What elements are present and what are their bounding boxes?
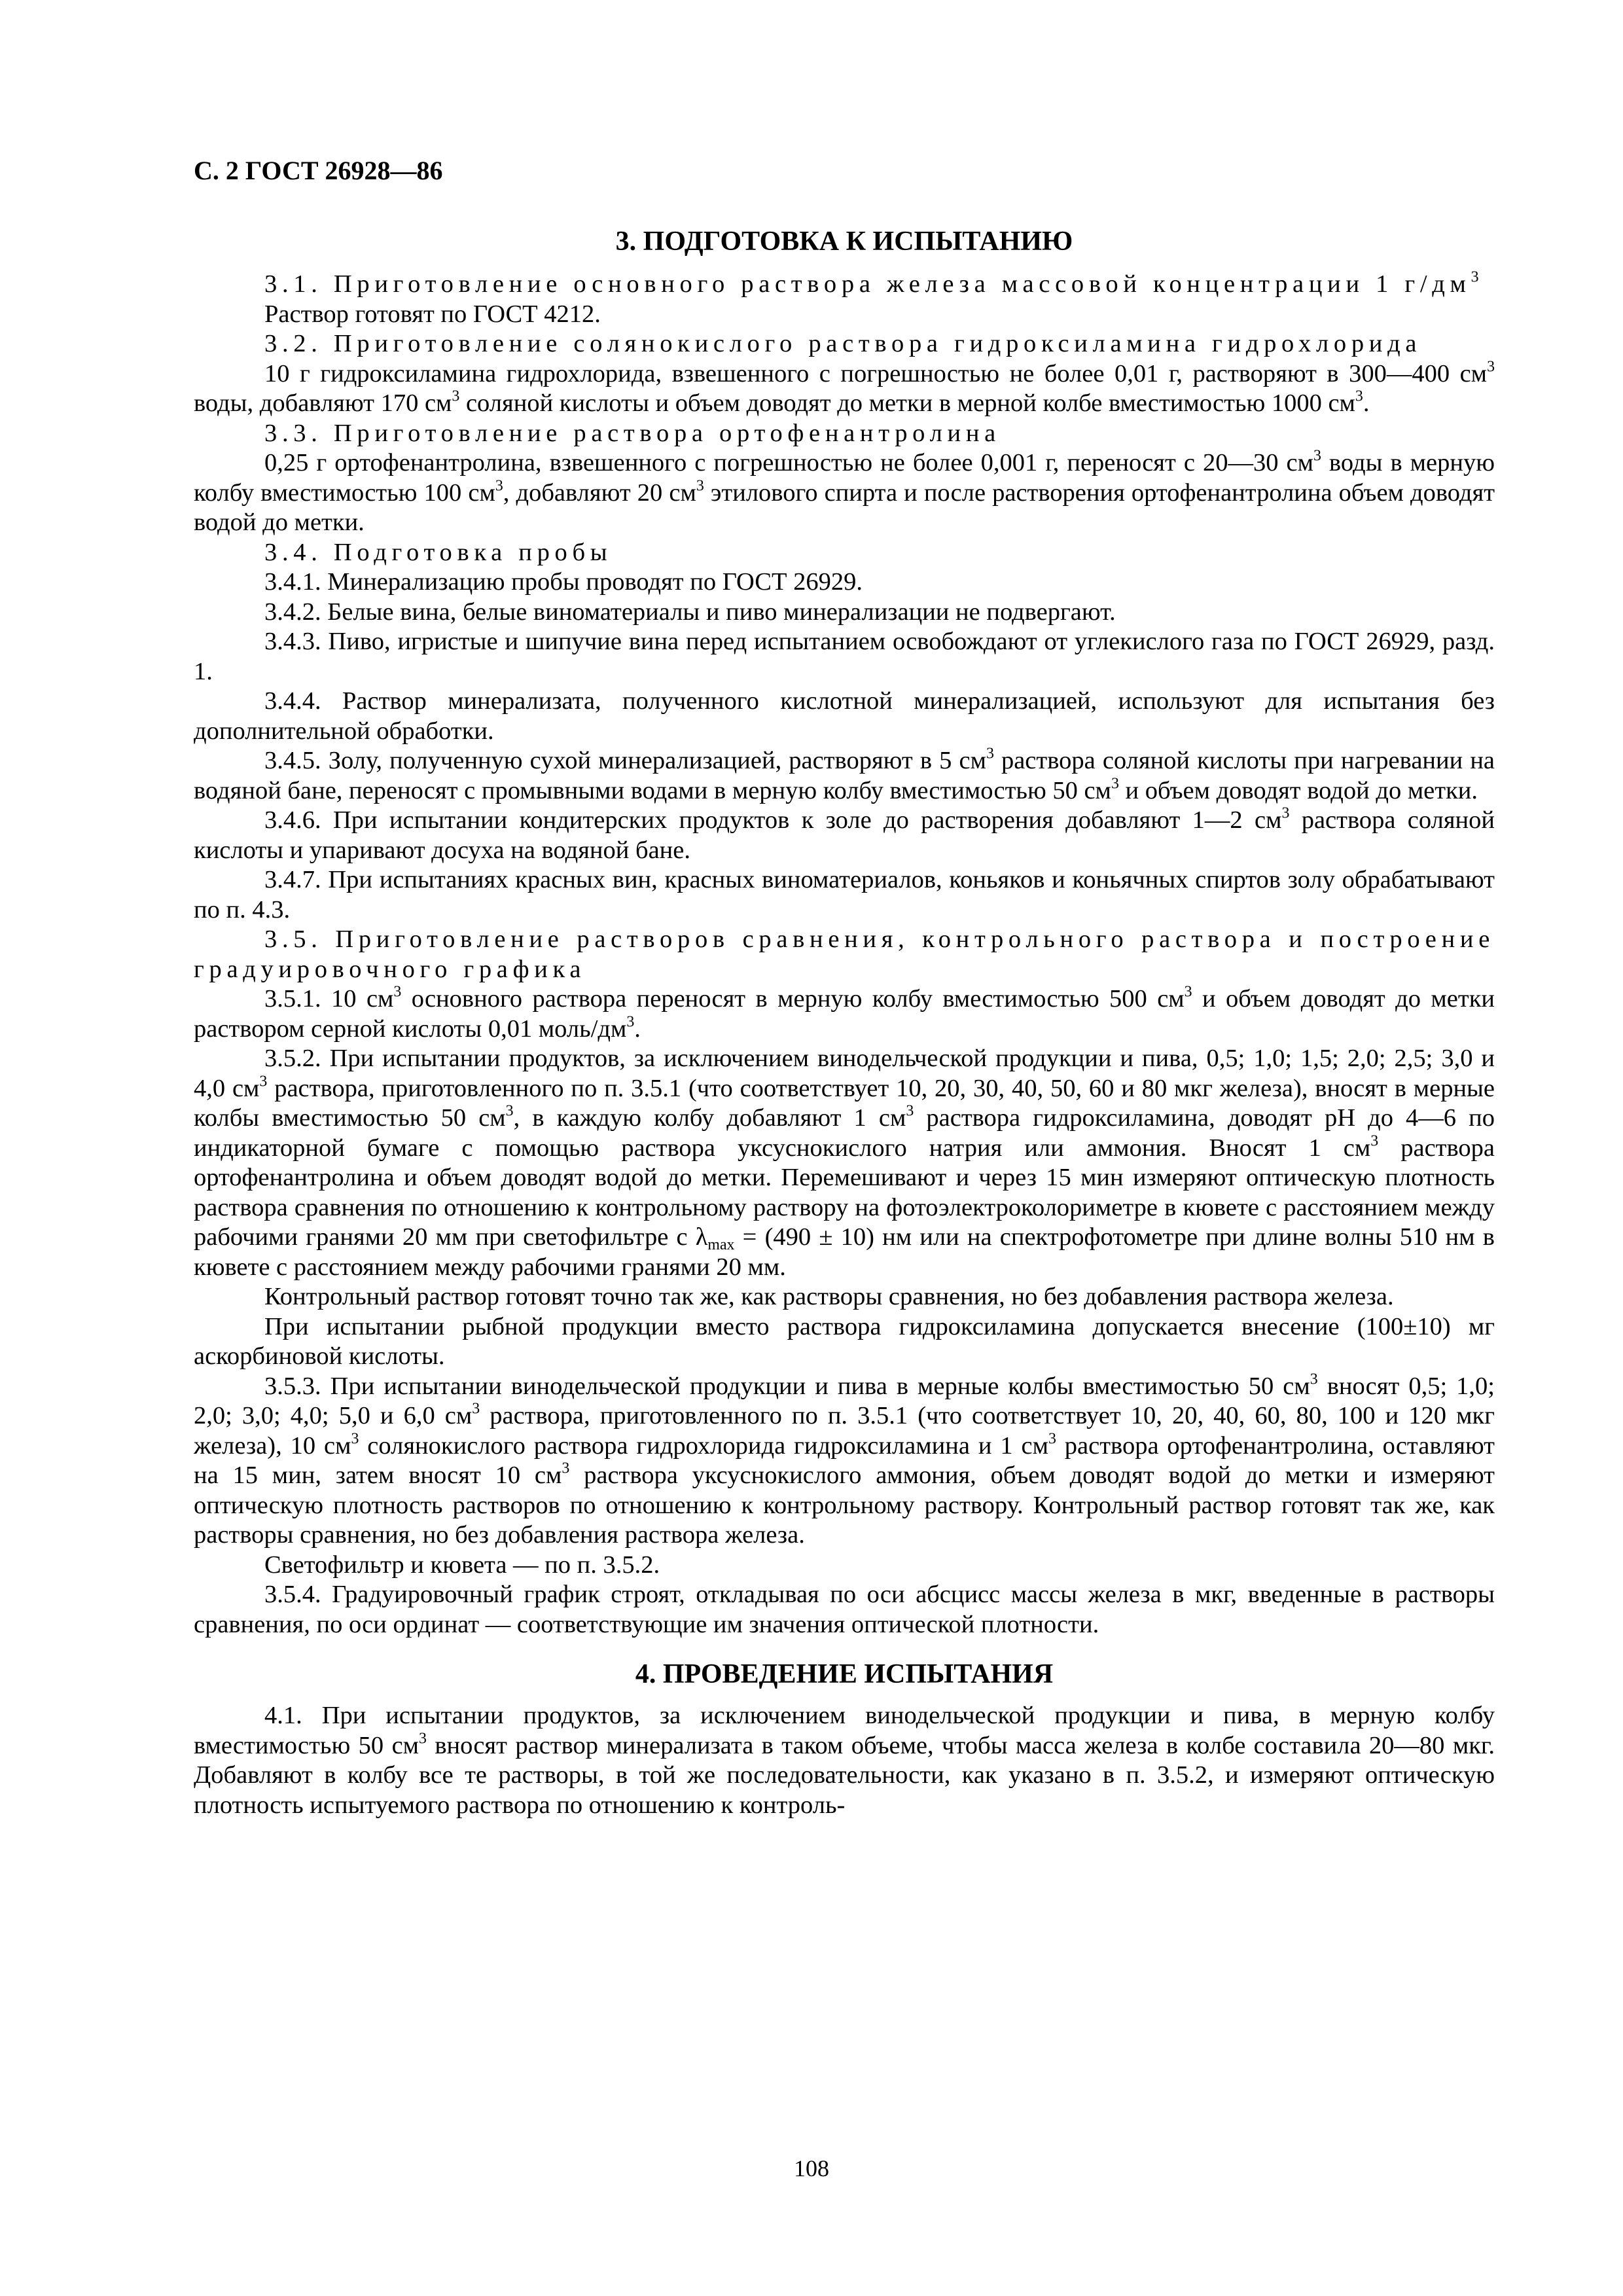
clause-3-5-3: 3.5.3. При испытании винодельческой продукции и пива в мерные колбы вместимостью 50 $см^3$ вносят 0,5; 1,0; 2,0; 3,0; 4,0; 5,0 и 6,0 $см^3$ раствора, приготовленного по п. 3.5.1 (что соответствует 10, 20, 40, 60, 80, 100 и 120 мкг железа), 10 $см^3$ солянокислого раствора гидрохлорида гидроксиламина и 1 $см^3$ раствора ортофенантролина, оставляют на 15 мин, затем вносят 10 $см^3$ раствора уксуснокислого аммония, объем доводят водой до метки и измеряют оптическую плотность растворов по отношению к контрольному раствору. Контрольный раствор готовят так же, как растворы сравнения, но без добавления раствора железа.: [194, 1371, 1495, 1549]
clause-3-4-4: 3.4.4. Раствор минерализата, полученного кислотной минерализацией, используют для испытания без дополнительной обработки.: [194, 687, 1495, 745]
section-3-title: 3. ПОДГОТОВКА К ИСПЫТАНИЮ: [615, 226, 1073, 257]
clause-3-5-2: 3.5.2. При испытании продуктов, за исключением винодельческой продукции и пива, 0,5; 1,0; 1,5; 2,0; 2,5; 3,0 и 4,0 $см^3$ раствора, приготовленного по п. 3.5.1 (что соответствует 10, 20, 30, 40, 50, 60 и 80 мкг железа), вносят в мерные колбы вместимостью 50 $см^3$, в каждую колбу добавляют 1 $см^3$ раствора гидроксиламина, доводят pH до 4—6 по индикаторной бумаге с помощью раствора уксуснокислого натрия или аммония. Вносят 1 $см^3$ раствора ортофенантролина и объем доводят водой до метки. Перемешивают и через 15 мин измеряют оптическую плотность раствора сравнения по отношению к контрольному раствору на фотоэлектроколориметре в кювете с расстоянием между рабочими гранями 20 мм при светофильтре с $\lambda_{max} = (490 \pm 10)$ нм или на спектрофотометре при длине волны 510 нм в кювете с расстоянием между рабочими гранями 20 мм.: [194, 1045, 1495, 1281]
clause-3-5-1: 3.5.1. 10 $см^3$ основного раствора переносят в мерную колбу вместимостью 500 $см^3$ и объем доводят до метки раствором серной кислоты 0,01 моль/$дм^3$.: [194, 983, 1495, 1043]
clause-3-5-heading: 3.5. Приготовление растворов сравнения, контрольного раствора и построение градуировочного графика: [194, 925, 1495, 983]
clause-3-4-5: 3.4.5. Золу, полученную сухой минерализацией, растворяют в 5 $см^3$ раствора соляной кислоты при нагревании на водяной бане, переносят с промывными водами в мерную колбу вместимостью 50 $см^3$ и объем доводят водой до метки.: [194, 745, 1495, 804]
page-number: 108: [794, 2155, 829, 2181]
clause-4-1: 4.1. При испытании продуктов, за исключением винодельческой продукции и пива, в мерную колбу вместимостью 50 $см^3$ вносят раствор минерализата в таком объеме, чтобы масса железа в колбе составила 20—80 мкг. Добавляют в колбу все те растворы, в той же последовательности, как указано в п. 3.5.2, и измеряют оптическую плотность испытуемого раствора по отношению к контроль-: [194, 1702, 1495, 1819]
clause-3-4-heading: 3.4. Подготовка пробы: [264, 538, 613, 566]
fish-products-note: При испытании рыбной продукции вместо раствора гидроксиламина допускается внесение (100±10) мг аскорбиновой кислоты.: [194, 1312, 1495, 1370]
filter-cuvette-note: Светофильтр и кювета — по п. 3.5.2.: [264, 1551, 660, 1579]
clause-3-1-text: Раствор готовят по ГОСТ 4212.: [264, 300, 601, 328]
clause-3-3-text: 0,25 г ортофенантролина, взвешенного с погрешностью не более 0,001 г, переносят с 20—30 $см^3$ воды в мерную колбу вместимостью 100 $см^3$, добавляют 20 $см^3$ этилового спирта и после растворения ортофенантролина объем доводят водой до метки.: [194, 447, 1495, 536]
clause-3-2-text: 10 г гидроксиламина гидрохлорида, взвешенного с погрешностью не более 0,01 г, растворяют в 300—400 $см^3$ воды, добавляют 170 $см^3$ соляной кислоты и объем доводят до метки в мерной колбе вместимостью 1000 $см^3$.: [194, 358, 1495, 417]
section-4-title: 4. ПРОВЕДЕНИЕ ИСПЫТАНИЯ: [635, 1659, 1054, 1689]
document-body: [194, 223, 1495, 1820]
clause-3-4-7: 3.4.7. При испытаниях красных вин, красных виноматериалов, коньяков и коньячных спиртов золу обрабатывают по п. 4.3.: [194, 866, 1495, 924]
clause-3-4-1: 3.4.1. Минерализацию пробы проводят по ГОСТ 26929.: [264, 568, 863, 596]
clause-3-2-heading: 3.2. Приготовление солянокислого раствора гидроксиламина гидрохлорида: [264, 330, 1422, 357]
control-solution-note: Контрольный раствор готовят точно так же, как растворы сравнения, но без добавления раствора железа.: [264, 1283, 1394, 1310]
clause-3-4-2: 3.4.2. Белые вина, белые виноматериалы и пиво минерализации не подвергают.: [264, 598, 1116, 626]
clause-3-5-4: 3.5.4. Градуировочный график строят, откладывая по оси абсцисс массы железа в мкг, введенные в растворы сравнения, по оси ординат — соответствующие им значения оптической плотности.: [194, 1581, 1495, 1638]
clause-3-3-heading: 3.3. Приготовление раствора ортофенантролина: [264, 419, 1001, 447]
clause-3-4-6: 3.4.6. При испытании кондитерских продуктов к золе до растворения добавляют 1—2 $см^3$ раствора соляной кислоты и упаривают досуха на водяной бане.: [194, 804, 1495, 864]
page-header: С. 2 ГОСТ 26928—86: [194, 156, 443, 185]
clause-3-4-3: 3.4.3. Пиво, игристые и шипучие вина перед испытанием освобождают от углекислого газа по ГОСТ 26929, разд. 1.: [194, 628, 1495, 685]
clause-3-1-heading: 3.1. Приготовление основного раствора железа массовой концентрации 1 $г/дм^3$: [264, 268, 1484, 298]
